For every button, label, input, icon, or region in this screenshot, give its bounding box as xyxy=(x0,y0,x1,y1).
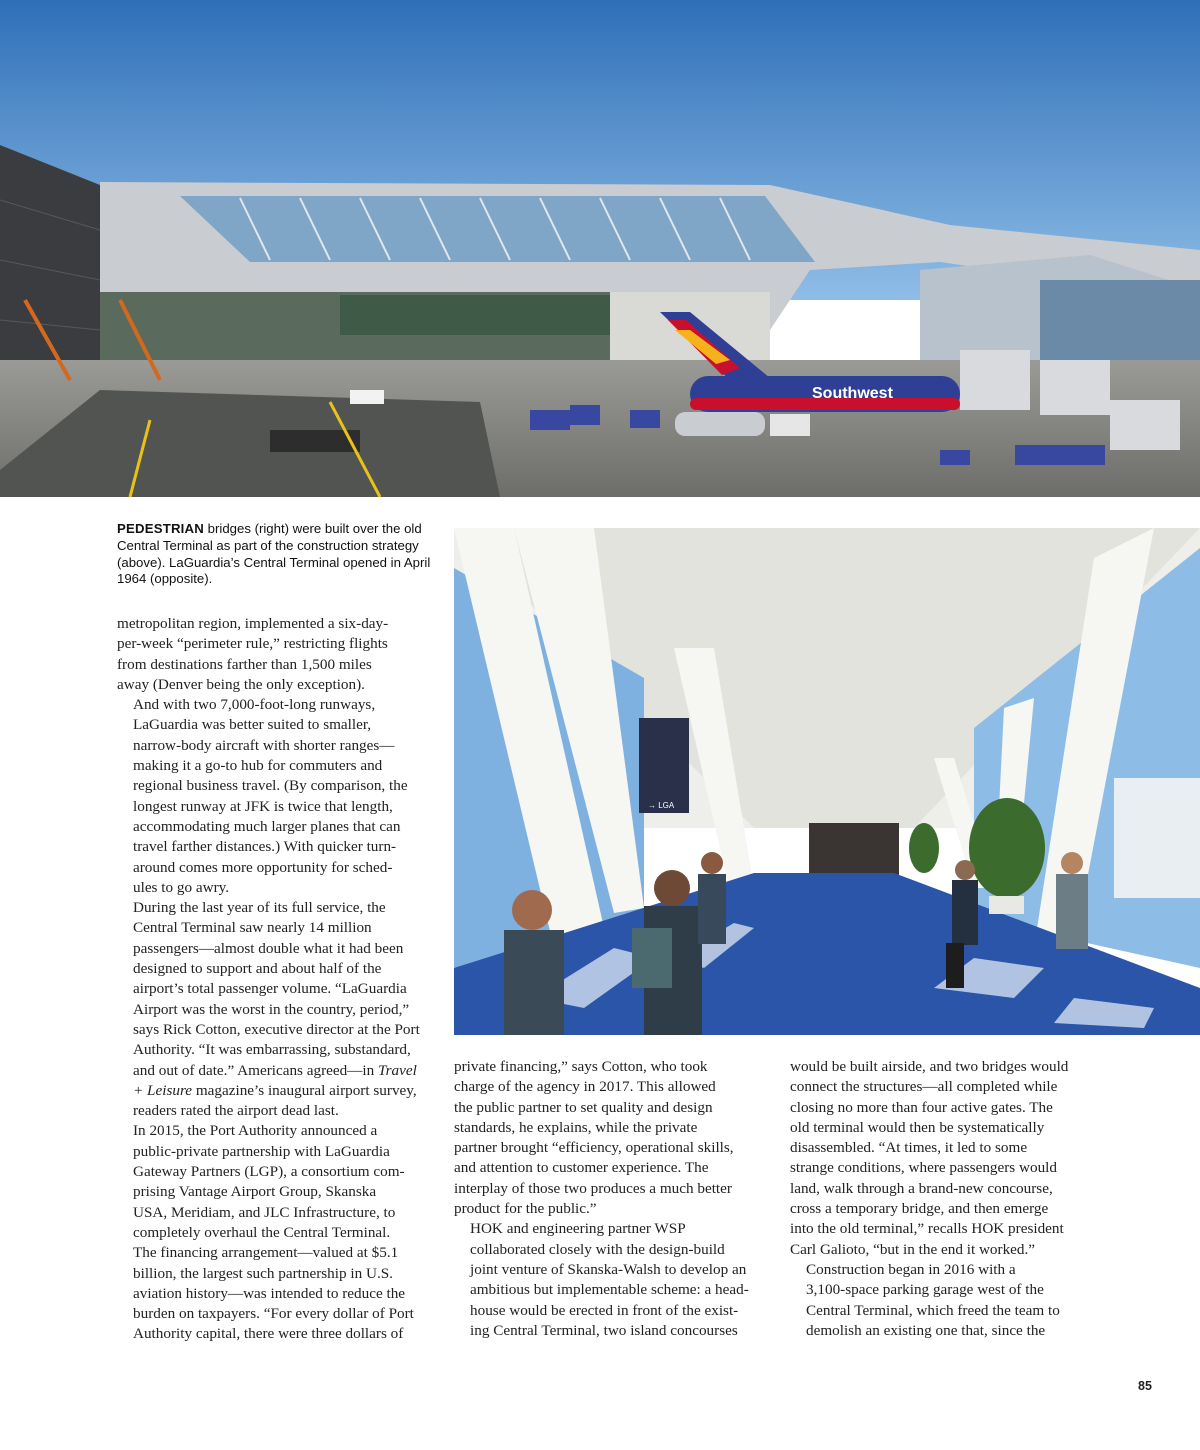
paragraph: metropolitan region, implemented a six-day- per-week “perimeter rule,” restricting flights from destinations farther than 1,500 miles away (Denver being the only exception). xyxy=(117,615,389,693)
digital-sign xyxy=(639,718,689,813)
paragraph: would be built airside, and two bridges would connect the structures—all completed while closing no more than four active gates. The old terminal would then be systematically disassembled. “At times, it led to some strange conditions, where passengers would land, walk through a brand-new concourse, cross a temporary bridge, and then emerge into the old terminal,” recalls HOK president Carl Galioto, “but in the end it worked.” xyxy=(790,1058,1069,1258)
article-column-3 xyxy=(790,1057,1108,1341)
svg-text:Southwest: Southwest xyxy=(812,385,893,402)
paragraph: Construction began in 2016 with a 3,100-space parking garage west of the Central Terminal, which freed the team to demolish an existing one that, since the xyxy=(806,1260,1060,1339)
construction-site-photo xyxy=(0,0,1200,497)
svg-text:→ LGA: → LGA xyxy=(648,801,675,810)
photo-caption xyxy=(117,521,435,588)
paragraph: private financing,” says Cotton, who took charge of the agency in 2017. This allowed the public partner to set quality and design standards, he explains, while the private partner brought “efficiency, operational skills, and attention to customer experience. The interplay of those two produces a much better product for the public.” xyxy=(454,1058,734,1218)
page-number: 85 xyxy=(1138,1379,1152,1393)
paragraph: HOK and engineering partner WSP collaborated closely with the design-build joint venture of Skanska-Walsh to develop an ambitious but implementable scheme: a head- house would be erected in front of the exist- ing Central Terminal, two island concourses xyxy=(470,1220,749,1339)
paragraph: In 2015, the Port Authority announced a public-private partnership with LaGuardia Gateway Partners (LGP), a consortium com- prising Vantage Airport Group, Skanska USA, Meridiam, and JLC Infrastructure, to completely overhaul the Central Terminal. The financing arrangement—valued at $5.1 billion, the largest such partnership in U.S. aviation history—was intended to reduce the burden on taxpayers. “For every dollar of Port Authority capital, there were three dollars of xyxy=(133,1122,414,1343)
paragraph: During the last year of its full service, the Central Terminal saw nearly 14 million passengers—almost double what it had been designed to support and about half of the airport’s total passenger volume. “LaGuardia Airport was the worst in the country, period,” says Rick Cotton, executive director at the Port Authority. “It was embarrassing, substandard, and out of date.” Americans agreed—in Travel + Leisure magazine’s inaugural airport survey, readers rated the airport dead last. xyxy=(133,899,420,1120)
article-column-2 xyxy=(454,1057,772,1341)
caption-lead: PEDESTRIAN xyxy=(117,521,204,536)
concourse-interior-photo xyxy=(454,528,1200,1035)
paragraph: And with two 7,000-foot-long runways, LaGuardia was better suited to smaller, narrow-body aircraft with shorter ranges— making it a go-to hub for commuters and regional business travel. (By comparison, the longest runway at JFK is twice that length, accommodating much larger planes that can travel farther distances.) With quicker turn- around comes more opportunity for sched- ules to go awry. xyxy=(133,696,408,896)
article-column-1 xyxy=(117,614,435,1345)
caption-text: bridges (right) were built over the old Central Terminal as part of the construction strategy (above). LaGuardia’s Central Terminal opened in April 1964 (opposite). xyxy=(117,521,431,587)
